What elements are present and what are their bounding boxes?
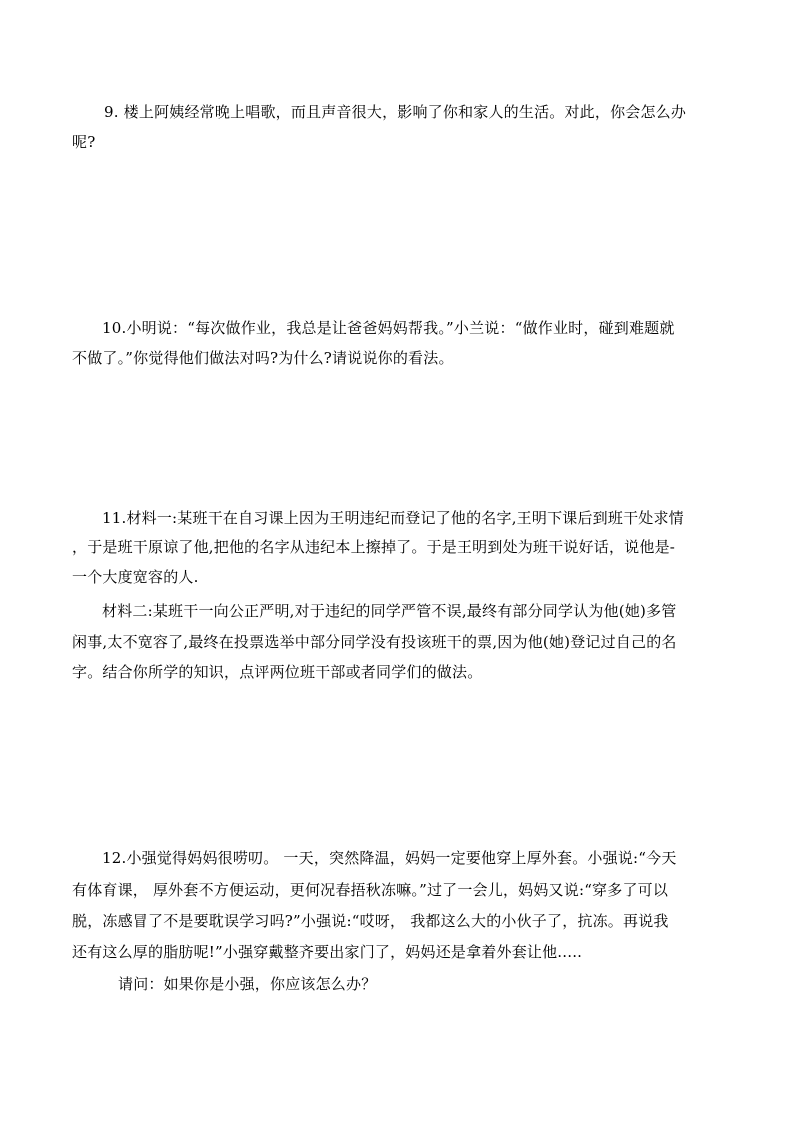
q12-line-1: 12.小强觉得妈妈很唠叨。 一天，突然降温，妈妈一定要他穿上厚外套。小强说:“今天: [102, 849, 677, 867]
q10-line-1: 10.小明说：“每次做作业，我总是让爸爸妈妈帮我。”小兰说：“做作业时，碰到难题就: [102, 319, 675, 337]
q11-line-6: 字。结合你所学的知识，点评两位班干部或者同学们的做法。: [72, 663, 483, 681]
q12-line-5: 请问：如果你是小强，你应该怎么办？: [118, 975, 377, 993]
q12-line-4: 还有这么厚的脂肪呢!”小强穿戴整齐要出家门了，妈妈还是拿着外套让他.....: [72, 943, 583, 961]
q11-line-3: 一个大度宽容的人.: [72, 568, 199, 586]
q9-line-2: 呢?: [72, 133, 96, 151]
q11-line-5: 闲事,太不宽容了,最终在投票选举中部分同学没有投该班干的票,因为他(她)登记过自己的名: [72, 633, 677, 651]
q9-line-1: 9. 楼上阿姨经常晚上唱歌，而且声音很大，影响了你和家人的生活。对此，你会怎么办: [104, 103, 687, 121]
q12-line-3: 脱，冻感冒了不是要耽误学习吗?”小强说:“哎呀， 我都这么大的小伙子了，抗冻。再说我: [72, 912, 669, 930]
q11-line-4: 材料二:某班干一向公正严明,对于违纪的同学严管不误,最终有部分同学认为他(她)多管: [102, 602, 677, 620]
q10-line-2: 不做了。”你觉得他们做法对吗?为什么?请说说你的看法。: [72, 349, 454, 367]
q11-line-2: ，于是班干原谅了他,把他的名字从违纪本上擦掉了。于是王明到处为班干说好话，说他是-: [72, 538, 676, 556]
q12-line-2: 有体育课， 厚外套不方便运动，更何况春捂秋冻嘛。”过了一会儿，妈妈又说:“穿多了可以: [72, 881, 669, 899]
q11-line-1: 11.材料一:某班干在自习课上因为王明违纪而登记了他的名字,王明下课后到班干处求情: [102, 509, 684, 527]
